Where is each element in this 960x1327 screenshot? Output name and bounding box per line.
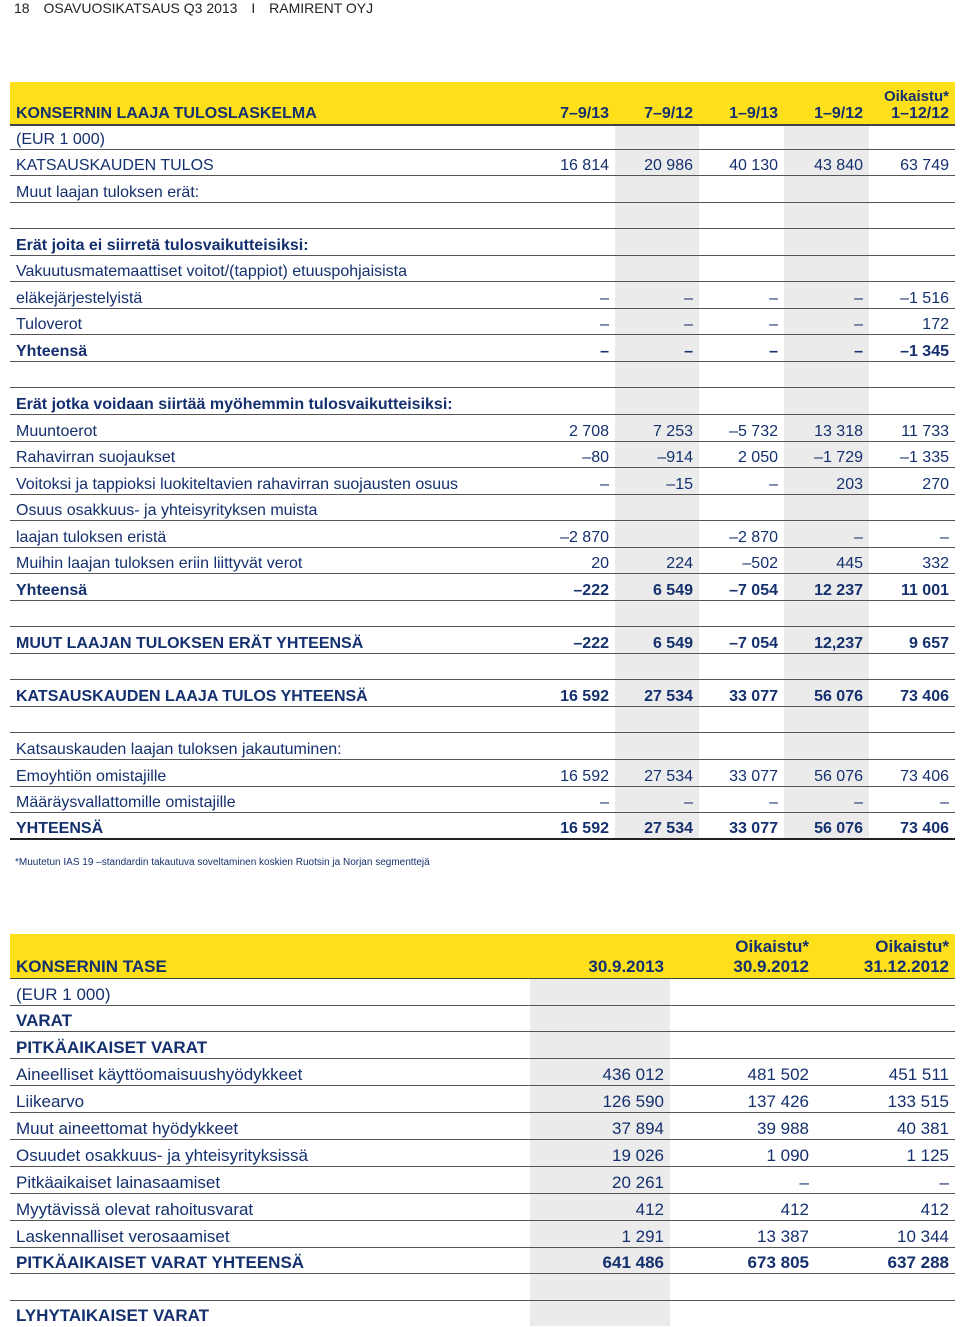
cell-value: – xyxy=(784,334,869,361)
column-header xyxy=(531,82,615,125)
cell-value: 11 001 xyxy=(869,573,955,600)
cell-value xyxy=(531,175,615,202)
cell-value xyxy=(615,228,699,255)
cell-value: 73 406 xyxy=(869,679,955,706)
cell-value: 270 xyxy=(869,467,955,494)
table-row xyxy=(10,1273,955,1300)
cell-value xyxy=(615,125,699,149)
cell-value xyxy=(531,732,615,759)
cell-value xyxy=(530,1005,670,1031)
cell-value: –15 xyxy=(615,467,699,494)
cell-value xyxy=(531,706,615,732)
table-row xyxy=(10,1247,955,1273)
cell-value xyxy=(699,732,784,759)
cell-value xyxy=(815,1300,955,1326)
cell-value xyxy=(699,175,784,202)
cell-value xyxy=(699,600,784,626)
row-label: LYHYTAIKAISET VARAT xyxy=(16,1306,209,1325)
cell-value: 20 986 xyxy=(615,149,699,175)
cell-value xyxy=(784,228,869,255)
table-row xyxy=(10,600,955,626)
cell-value xyxy=(699,125,784,149)
cell-value: 56 076 xyxy=(784,759,869,786)
cell-value xyxy=(615,255,699,281)
column-label: 30.9.2013 xyxy=(588,956,664,976)
cell-value: 1 090 xyxy=(670,1139,815,1166)
cell-value: 412 xyxy=(670,1193,815,1220)
page-number: 18 xyxy=(14,0,30,16)
cell-value xyxy=(699,653,784,679)
balance-sheet-header-row xyxy=(10,934,955,978)
cell-value: – xyxy=(670,1166,815,1193)
row-label: KATSAUSKAUDEN TULOS xyxy=(10,149,531,175)
row-label: MUUT LAAJAN TULOKSEN ERÄT YHTEENSÄ xyxy=(10,626,531,653)
cell-value: 2 050 xyxy=(699,441,784,467)
table-row xyxy=(10,387,955,414)
row-label xyxy=(10,706,531,732)
table-row xyxy=(10,467,955,494)
cell-value xyxy=(869,361,955,387)
row-label: Myytävissä olevat rahoitusvarat xyxy=(10,1193,530,1220)
cell-value xyxy=(784,361,869,387)
table-row xyxy=(10,1085,955,1112)
cell-value xyxy=(615,653,699,679)
cell-value: – xyxy=(615,308,699,334)
cell-value xyxy=(615,494,699,520)
row-label: Erät jotka voidaan siirtää myöhemmin tulosvaikutteisiksi: xyxy=(10,387,531,414)
table-row xyxy=(10,732,955,759)
cell-value: 27 534 xyxy=(615,679,699,706)
cell-value: 11 733 xyxy=(869,414,955,441)
cell-value xyxy=(784,600,869,626)
cell-value xyxy=(531,202,615,228)
cell-value xyxy=(670,1005,815,1031)
income-statement-table xyxy=(10,82,955,840)
cell-value xyxy=(784,732,869,759)
cell-value: 1 291 xyxy=(530,1220,670,1247)
column-header xyxy=(869,82,955,125)
row-label: Muut laajan tuloksen erät: xyxy=(10,175,531,202)
report-title: OSAVUOSIKATSAUS Q3 2013 xyxy=(43,0,238,16)
cell-value xyxy=(531,600,615,626)
column-header xyxy=(699,82,784,125)
cell-value: 12 237 xyxy=(784,573,869,600)
cell-value xyxy=(784,125,869,149)
column-label: 1–9/12 xyxy=(814,105,863,122)
column-label: 7–9/13 xyxy=(560,105,609,122)
cell-value xyxy=(670,1273,815,1300)
cell-value: 33 077 xyxy=(699,679,784,706)
cell-value: – xyxy=(615,281,699,308)
cell-value: 37 894 xyxy=(530,1112,670,1139)
row-label: Yhteensä xyxy=(10,573,531,600)
cell-value: 2 708 xyxy=(531,414,615,441)
cell-value: 451 511 xyxy=(815,1058,955,1085)
cell-value: – xyxy=(531,334,615,361)
table-row xyxy=(10,653,955,679)
company-name: RAMIRENT OYJ xyxy=(269,0,374,16)
row-label xyxy=(10,600,531,626)
cell-value xyxy=(615,732,699,759)
header-separator: I xyxy=(251,0,256,16)
cell-value: 73 406 xyxy=(869,812,955,839)
table-row xyxy=(10,149,955,175)
cell-value: 33 077 xyxy=(699,812,784,839)
row-label: laajan tuloksen eristä xyxy=(10,520,531,547)
cell-value xyxy=(784,387,869,414)
balance-sheet-title: KONSERNIN TASE xyxy=(10,934,530,978)
cell-value: –2 870 xyxy=(531,520,615,547)
row-label: Laskennalliset verosaamiset xyxy=(10,1220,530,1247)
cell-value: 20 xyxy=(531,547,615,573)
cell-value: 13 387 xyxy=(670,1220,815,1247)
table-row xyxy=(10,255,955,281)
row-label: PITKÄAIKAISET VARAT xyxy=(10,1031,530,1058)
table-row xyxy=(10,1112,955,1139)
cell-value: –80 xyxy=(531,441,615,467)
cell-value xyxy=(670,1300,815,1326)
cell-value xyxy=(784,494,869,520)
column-label: 31.12.2012 xyxy=(863,956,949,976)
cell-value xyxy=(615,520,699,547)
cell-value: 637 288 xyxy=(815,1247,955,1273)
table-row xyxy=(10,626,955,653)
table-row xyxy=(10,1058,955,1085)
cell-value: 126 590 xyxy=(530,1085,670,1112)
cell-value xyxy=(615,706,699,732)
table-row xyxy=(10,520,955,547)
row-label: Muihin laajan tuloksen eriin liittyvät verot xyxy=(10,547,531,573)
cell-value: 43 840 xyxy=(784,149,869,175)
cell-value: –914 xyxy=(615,441,699,467)
cell-value xyxy=(869,125,955,149)
cell-value xyxy=(815,1031,955,1058)
cell-value: 673 805 xyxy=(670,1247,815,1273)
table-row xyxy=(10,786,955,812)
cell-value: 224 xyxy=(615,547,699,573)
cell-value: – xyxy=(815,1166,955,1193)
income-statement-header-row xyxy=(10,82,955,125)
cell-value: 19 026 xyxy=(530,1139,670,1166)
cell-value: – xyxy=(531,467,615,494)
cell-value xyxy=(815,978,955,1005)
cell-value: 39 988 xyxy=(670,1112,815,1139)
cell-value: 9 657 xyxy=(869,626,955,653)
cell-value xyxy=(531,228,615,255)
cell-value xyxy=(670,1031,815,1058)
table-row xyxy=(10,494,955,520)
cell-value: 203 xyxy=(784,467,869,494)
cell-value xyxy=(784,706,869,732)
row-label: Liikearvo xyxy=(10,1085,530,1112)
cell-value xyxy=(530,1273,670,1300)
table-row xyxy=(10,573,955,600)
cell-value xyxy=(869,175,955,202)
row-label xyxy=(10,361,531,387)
cell-value: 412 xyxy=(530,1193,670,1220)
cell-value xyxy=(699,361,784,387)
table-row xyxy=(10,759,955,786)
cell-value xyxy=(815,1005,955,1031)
cell-value: 1 125 xyxy=(815,1139,955,1166)
cell-value: –7 054 xyxy=(699,573,784,600)
cell-value xyxy=(869,255,955,281)
table-row xyxy=(10,441,955,467)
table-row xyxy=(10,1005,955,1031)
cell-value xyxy=(615,387,699,414)
cell-value: 481 502 xyxy=(670,1058,815,1085)
row-label: Muuntoerot xyxy=(10,414,531,441)
cell-value: – xyxy=(699,334,784,361)
table-row xyxy=(10,125,955,149)
row-label: VARAT xyxy=(10,1005,530,1031)
cell-value xyxy=(530,1300,670,1326)
table-row xyxy=(10,1300,955,1326)
table-row xyxy=(10,308,955,334)
footnote: *Muutetun IAS 19 –standardin takautuva soveltaminen koskien Ruotsin ja Norjan segmenttejä xyxy=(15,857,430,868)
cell-value: –1 516 xyxy=(869,281,955,308)
restated-note: Oikaistu* xyxy=(875,936,949,956)
cell-value xyxy=(869,494,955,520)
cell-value: 641 486 xyxy=(530,1247,670,1273)
cell-value: – xyxy=(699,308,784,334)
cell-value xyxy=(699,494,784,520)
row-label: Pitkäaikaiset lainasaamiset xyxy=(10,1166,530,1193)
income-statement-title: KONSERNIN LAAJA TULOSLASKELMA xyxy=(10,82,531,125)
cell-value xyxy=(784,175,869,202)
cell-value: 7 253 xyxy=(615,414,699,441)
cell-value: 133 515 xyxy=(815,1085,955,1112)
cell-value: – xyxy=(869,520,955,547)
cell-value: –7 054 xyxy=(699,626,784,653)
restated-note: Oikaistu* xyxy=(735,936,809,956)
cell-value: 20 261 xyxy=(530,1166,670,1193)
row-label: Määräysvallattomille omistajille xyxy=(10,786,531,812)
table-row xyxy=(10,812,955,839)
cell-value: 6 549 xyxy=(615,626,699,653)
row-label: KATSAUSKAUDEN LAAJA TULOS YHTEENSÄ xyxy=(10,679,531,706)
cell-value xyxy=(699,202,784,228)
cell-value: – xyxy=(615,334,699,361)
cell-value: – xyxy=(699,467,784,494)
row-label: Katsauskauden laajan tuloksen jakautuminen: xyxy=(10,732,531,759)
cell-value: 16 814 xyxy=(531,149,615,175)
cell-value: –1 729 xyxy=(784,441,869,467)
cell-value xyxy=(531,361,615,387)
row-label: Rahavirran suojaukset xyxy=(10,441,531,467)
table-row xyxy=(10,175,955,202)
row-label: (EUR 1 000) xyxy=(10,978,530,1005)
cell-value xyxy=(699,255,784,281)
cell-value xyxy=(670,978,815,1005)
cell-value xyxy=(531,255,615,281)
column-header xyxy=(815,934,955,978)
row-label: Erät joita ei siirretä tulosvaikutteisiksi: xyxy=(10,228,531,255)
table-row xyxy=(10,228,955,255)
column-header xyxy=(670,934,815,978)
cell-value xyxy=(531,653,615,679)
column-label: 1–12/12 xyxy=(891,105,949,122)
table-row xyxy=(10,1031,955,1058)
cell-value: –1 345 xyxy=(869,334,955,361)
cell-value xyxy=(531,387,615,414)
cell-value xyxy=(699,228,784,255)
table-row xyxy=(10,1193,955,1220)
column-label: 1–9/13 xyxy=(729,105,778,122)
cell-value xyxy=(531,125,615,149)
restated-note: Oikaistu* xyxy=(883,88,949,105)
cell-value: 63 749 xyxy=(869,149,955,175)
page-header xyxy=(14,0,383,18)
cell-value: –222 xyxy=(531,626,615,653)
table-row xyxy=(10,1220,955,1247)
cell-value: – xyxy=(699,786,784,812)
cell-value xyxy=(815,1273,955,1300)
cell-value xyxy=(869,228,955,255)
row-label: Tuloverot xyxy=(10,308,531,334)
table-row xyxy=(10,334,955,361)
cell-value: 40 130 xyxy=(699,149,784,175)
cell-value: –502 xyxy=(699,547,784,573)
row-label: PITKÄAIKAISET VARAT YHTEENSÄ xyxy=(10,1247,530,1273)
cell-value: 10 344 xyxy=(815,1220,955,1247)
cell-value: 16 592 xyxy=(531,759,615,786)
cell-value xyxy=(699,706,784,732)
row-label xyxy=(10,202,531,228)
balance-sheet-table xyxy=(10,934,955,1326)
cell-value: –1 335 xyxy=(869,441,955,467)
row-label: YHTEENSÄ xyxy=(10,812,531,839)
cell-value: 56 076 xyxy=(784,679,869,706)
table-row xyxy=(10,706,955,732)
row-label: Voitoksi ja tappioksi luokiteltavien rahavirran suojausten osuus xyxy=(10,467,531,494)
cell-value: 56 076 xyxy=(784,812,869,839)
row-label xyxy=(10,1273,530,1300)
row-label: Yhteensä xyxy=(10,334,531,361)
cell-value: 16 592 xyxy=(531,812,615,839)
cell-value: 33 077 xyxy=(699,759,784,786)
cell-value: 445 xyxy=(784,547,869,573)
cell-value xyxy=(869,706,955,732)
cell-value xyxy=(615,361,699,387)
row-label: (EUR 1 000) xyxy=(10,125,531,149)
table-row xyxy=(10,547,955,573)
cell-value: – xyxy=(869,786,955,812)
cell-value: 13 318 xyxy=(784,414,869,441)
table-row xyxy=(10,1166,955,1193)
row-label xyxy=(10,653,531,679)
cell-value xyxy=(869,202,955,228)
cell-value: – xyxy=(531,308,615,334)
cell-value xyxy=(869,732,955,759)
cell-value: – xyxy=(784,786,869,812)
row-label: Emoyhtiön omistajille xyxy=(10,759,531,786)
cell-value: 172 xyxy=(869,308,955,334)
cell-value xyxy=(784,255,869,281)
row-label: Muut aineettomat hyödykkeet xyxy=(10,1112,530,1139)
cell-value xyxy=(869,387,955,414)
cell-value xyxy=(615,202,699,228)
cell-value: 27 534 xyxy=(615,812,699,839)
cell-value xyxy=(615,600,699,626)
column-header xyxy=(615,82,699,125)
cell-value: –222 xyxy=(531,573,615,600)
cell-value: 6 549 xyxy=(615,573,699,600)
cell-value: 27 534 xyxy=(615,759,699,786)
table-row xyxy=(10,1139,955,1166)
cell-value: – xyxy=(531,281,615,308)
cell-value: 436 012 xyxy=(530,1058,670,1085)
cell-value: – xyxy=(615,786,699,812)
cell-value: – xyxy=(784,520,869,547)
cell-value xyxy=(530,978,670,1005)
cell-value: 12,237 xyxy=(784,626,869,653)
cell-value: 412 xyxy=(815,1193,955,1220)
table-row xyxy=(10,978,955,1005)
cell-value: 332 xyxy=(869,547,955,573)
cell-value: 73 406 xyxy=(869,759,955,786)
cell-value: – xyxy=(531,786,615,812)
cell-value xyxy=(869,653,955,679)
cell-value: – xyxy=(784,281,869,308)
table-row xyxy=(10,361,955,387)
cell-value: – xyxy=(784,308,869,334)
cell-value xyxy=(615,175,699,202)
column-label: 7–9/12 xyxy=(644,105,693,122)
cell-value xyxy=(784,653,869,679)
column-header xyxy=(784,82,869,125)
row-label: eläkejärjestelyistä xyxy=(10,281,531,308)
cell-value xyxy=(530,1031,670,1058)
cell-value: 16 592 xyxy=(531,679,615,706)
cell-value: 137 426 xyxy=(670,1085,815,1112)
column-header xyxy=(530,934,670,978)
column-label: 30.9.2012 xyxy=(733,956,809,976)
row-label: Aineelliset käyttöomaisuushyödykkeet xyxy=(10,1058,530,1085)
table-row xyxy=(10,414,955,441)
table-row xyxy=(10,281,955,308)
row-label: Vakuutusmatemaattiset voitot/(tappiot) etuuspohjaisista xyxy=(10,255,531,281)
row-label: Osuudet osakkuus- ja yhteisyrityksissä xyxy=(10,1139,530,1166)
cell-value xyxy=(699,387,784,414)
cell-value xyxy=(784,202,869,228)
cell-value: –2 870 xyxy=(699,520,784,547)
cell-value: –5 732 xyxy=(699,414,784,441)
row-label: Osuus osakkuus- ja yhteisyrityksen muista xyxy=(10,494,531,520)
table-row xyxy=(10,679,955,706)
table-row xyxy=(10,202,955,228)
cell-value: – xyxy=(699,281,784,308)
cell-value: 40 381 xyxy=(815,1112,955,1139)
cell-value xyxy=(869,600,955,626)
cell-value xyxy=(531,494,615,520)
